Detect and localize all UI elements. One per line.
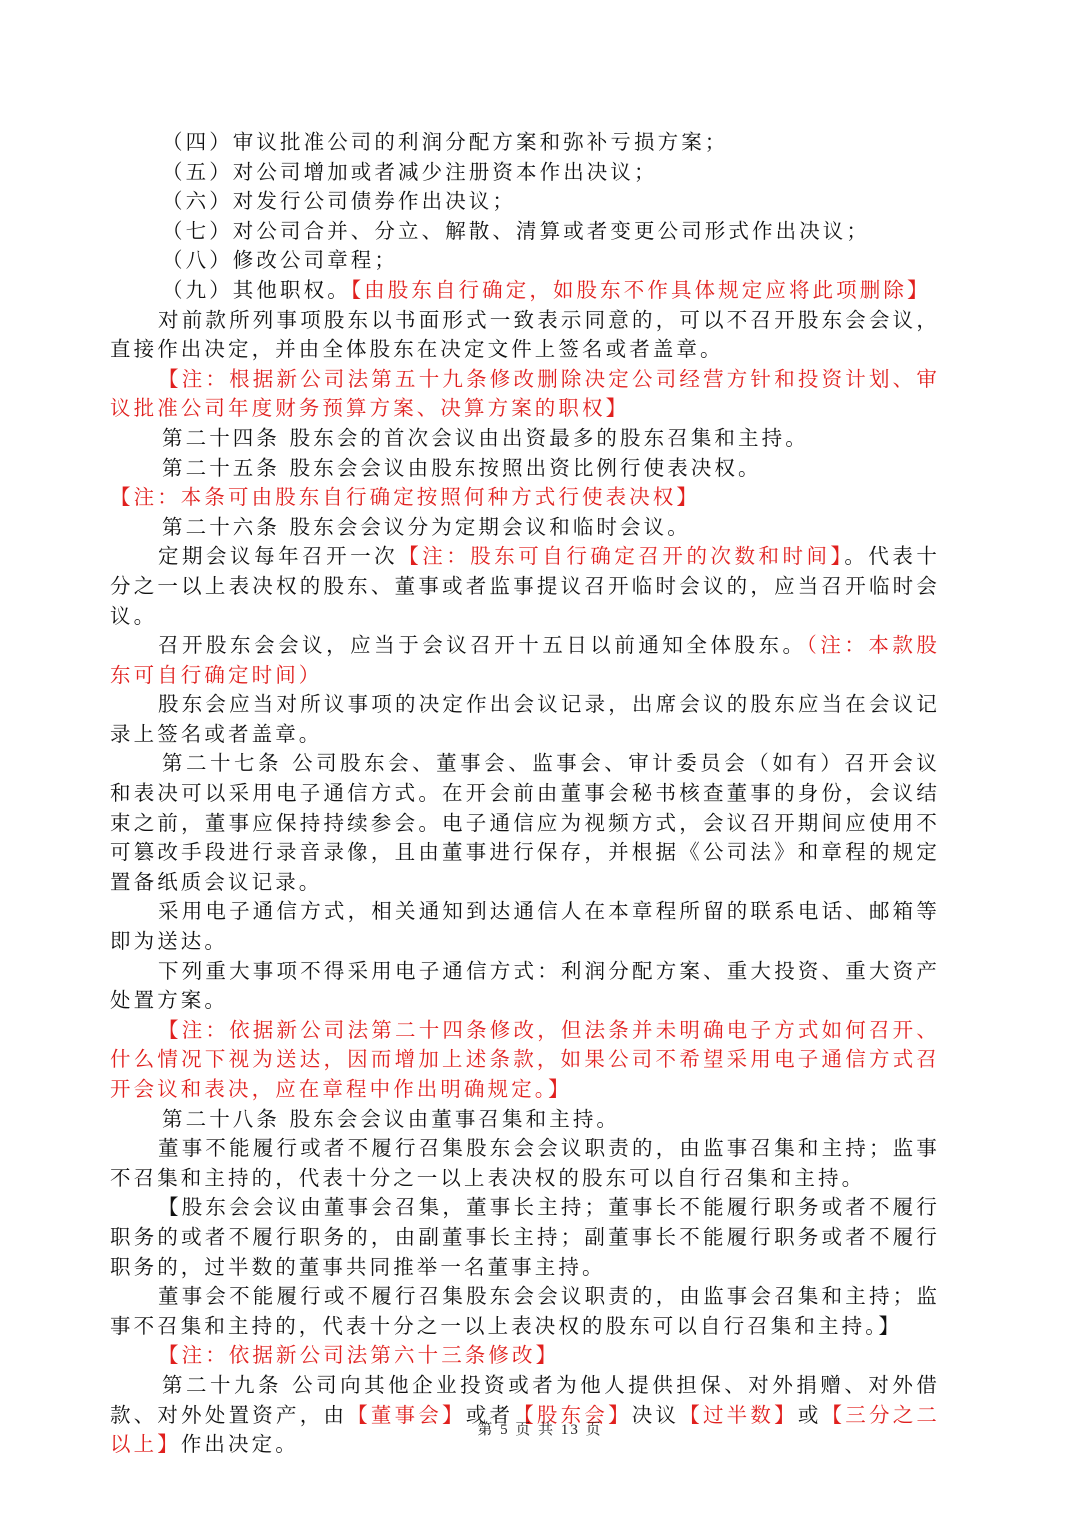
article-28-paragraph: 【股东会会议由董事会召集，董事长主持；董事长不能履行职务或者不履行职务的或者不履行职务的，由副董事长主持；副董事长不能履行职务或者不履行职务的，过半数的董事共同推举一名董事主持。 xyxy=(110,1195,940,1279)
item-7: （七）对公司合并、分立、解散、清算或者变更公司形式作出决议； xyxy=(162,218,870,243)
note-text: 【注：股东可自行确定召开的次数和时间】 xyxy=(398,544,845,569)
note-text: 【董事会】 xyxy=(347,1402,466,1427)
item-9: （九）其他职权。【由股东自行确定，如股东不作具体规定应将此项删除】 xyxy=(162,277,931,302)
item-6: （六）对发行公司债券作出决议； xyxy=(162,189,516,214)
note-text: 【三分之二以上】 xyxy=(110,1402,941,1457)
article-25: 第二十五条 股东会会议由股东按照出资比例行使表决权。 xyxy=(162,455,762,480)
article-27: 第二十七条 公司股东会、董事会、监事会、审计委员会（如有）召开会议和表决可以采用电子通信方式。在开会前由董事会秘书核查董事的身份，会议结束之前，董事应保持持续参会。电子通信应为视频方式，会议召开期间应使用不可篡改手段进行录音录像，且由董事进行保存，并根据《公司法》和章程的规定置备纸质会议记录。 xyxy=(110,751,940,894)
note-paragraph: 【注：依据新公司法第二十四条修改，但法条并未明确电子方式如何召开、什么情况下视为送达，因而增加上述条款，如果公司不希望采用电子通信方式召开会议和表决，应在章程中作出明确规定。】 xyxy=(110,1017,940,1101)
page-body xyxy=(110,128,940,1460)
note-paragraph: 【注：依据新公司法第六十三条修改】 xyxy=(158,1343,560,1368)
page-number: 第 5 页 共 13 页 xyxy=(477,1422,603,1438)
note-paragraph: 【注：根据新公司法第五十九条修改删除决定公司经营方针和投资计划、审议批准公司年度财务预算方案、决算方案的职权】 xyxy=(110,366,940,421)
article-28: 第二十八条 股东会会议由董事召集和主持。 xyxy=(162,1106,621,1131)
article-29: 第二十九条 公司向其他企业投资或者为他人提供担保、对外捐赠、对外借款、对外处置资产，由【董事会】或者【股东会】决议【过半数】或【三分之二以上】作出决定。 xyxy=(110,1372,941,1457)
article-24: 第二十四条 股东会的首次会议由出资最多的股东召集和主持。 xyxy=(162,425,809,450)
article-26-paragraph: 定期会议每年召开一次【注：股东可自行确定召开的次数和时间】。代表十分之一以上表决权的股东、董事或者监事提议召开临时会议的，应当召开临时会议。 xyxy=(110,544,941,628)
note-paragraph: 【注：本条可由股东自行确定按照何种方式行使表决权】 xyxy=(110,485,700,510)
item-8: （八）修改公司章程； xyxy=(162,248,398,273)
note-text: 【过半数】 xyxy=(679,1402,798,1427)
article-28-paragraph: 董事会不能履行或不履行召集股东会会议职责的，由监事会召集和主持；监事不召集和主持的，代表十分之一以上表决权的股东可以自行召集和主持。】 xyxy=(110,1284,940,1338)
written-consent-paragraph: 对前款所列事项股东以书面形式一致表示同意的，可以不召开股东会会议，直接作出决定，并由全体股东在决定文件上签名或者盖章。 xyxy=(110,307,940,362)
note-text: 【由股东自行确定，如股东不作具体规定应将此项删除】 xyxy=(350,277,931,302)
item-5: （五）对公司增加或者减少注册资本作出决议； xyxy=(162,159,658,184)
note-text: 【股东会】 xyxy=(513,1402,632,1427)
note-text: （注：本款股东可自行确定时间） xyxy=(110,633,940,687)
article-26-paragraph: 股东会应当对所议事项的决定作出会议记录，出席会议的股东应当在会议记录上签名或者盖章。 xyxy=(110,692,940,746)
article-26-paragraph: 召开股东会会议，应当于会议召开十五日以前通知全体股东。（注：本款股东可自行确定时间） xyxy=(110,633,940,687)
article-28-paragraph: 董事不能履行或者不履行召集股东会会议职责的，由监事召集和主持；监事不召集和主持的，代表十分之一以上表决权的股东可以自行召集和主持。 xyxy=(110,1136,940,1190)
page-footer xyxy=(0,1418,1080,1439)
item-4: （四）审议批准公司的利润分配方案和弥补亏损方案； xyxy=(162,130,729,154)
article-27-paragraph: 采用电子通信方式，相关通知到达通信人在本章程所留的联系电话、邮箱等即为送达。 xyxy=(110,899,940,954)
article-26: 第二十六条 股东会会议分为定期会议和临时会议。 xyxy=(162,514,691,539)
article-27-paragraph: 下列重大事项不得采用电子通信方式：利润分配方案、重大投资、重大资产处置方案。 xyxy=(110,958,940,1013)
